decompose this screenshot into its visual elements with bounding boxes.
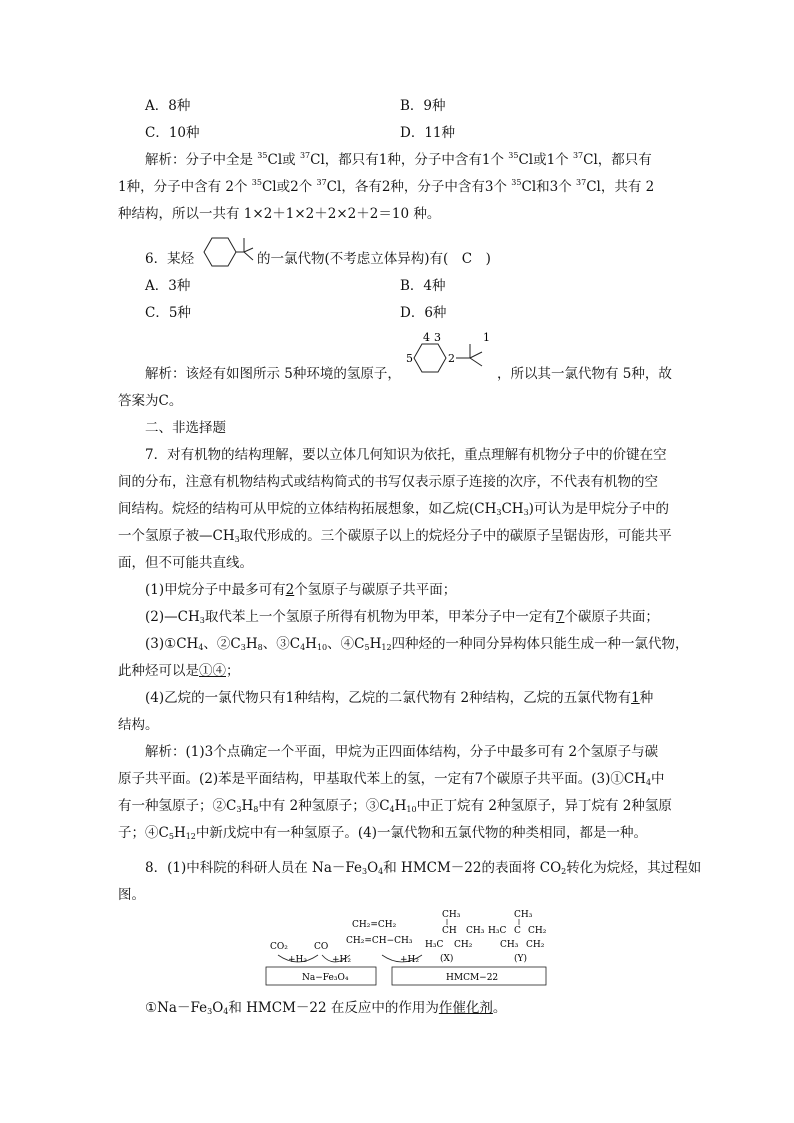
h2-label-2: +H₂ bbox=[332, 955, 351, 965]
answer-4: 1 bbox=[631, 690, 640, 706]
answer-3: ①④ bbox=[199, 663, 226, 679]
q6-stem-suffix: 的一氯代物(不考虑立体异构)有( C ) bbox=[257, 251, 491, 267]
fig-label-1: 1 bbox=[483, 331, 490, 344]
x-label: (X) bbox=[440, 954, 454, 964]
y-h3c: H₃C bbox=[488, 926, 507, 936]
q6-structure-figure bbox=[196, 234, 256, 270]
fig-label-2: 2 bbox=[448, 352, 455, 365]
answer-2: 7 bbox=[555, 609, 565, 625]
q7-p3: 间结构。烷烃的结构可从甲烷的立体结构拓展想象，如乙烷$(CH_3CH_3)$可认为是甲烷分子中的 bbox=[118, 501, 669, 517]
q6-option-b: B．4种 bbox=[400, 278, 446, 294]
q7-sub4-cont: 结构。 bbox=[118, 717, 159, 733]
q6-stem-prefix: 6．某烃 bbox=[145, 251, 195, 267]
q5-option-c: C．10种 bbox=[145, 125, 200, 141]
q5-option-b: B．9种 bbox=[400, 98, 446, 114]
q5-analysis-line1: 解析：分子中全是 $^{35}$Cl或 $^{37}$Cl，都只有1种，分子中含有1个 $^{35}$Cl或1个 $^{37}$Cl，都只有 bbox=[145, 151, 652, 168]
answer-1: 2 bbox=[285, 582, 295, 598]
q7-sub2: $(2)—CH_3$取代苯上一个氢原子所得有机物为甲苯，甲苯分子中一定有7个碳原子共面； bbox=[145, 609, 659, 625]
section-title: 二、非选择题 bbox=[145, 420, 226, 436]
x-ch3-top: CH₃ bbox=[442, 910, 461, 920]
fig-label-3: 3 bbox=[434, 331, 441, 344]
y-c: C bbox=[514, 926, 521, 936]
q7-sub3: $(3)①CH_4$、$②C_3H_8$、$③C_4H_{10}$、$④C_5H_{12}$四种烃的一种同分异构体只能生成一种一氯代物， bbox=[145, 636, 689, 652]
q7-sub3-cont: 此种烃可以是①④； bbox=[118, 663, 240, 679]
box2-label: HMCM−22 bbox=[446, 973, 499, 983]
q7-analysis-2: 原子共平面。(2)苯是平面结构，甲基取代苯上的氢，一定有7个碳原子共平面。$(3)①CH_4$中 bbox=[118, 771, 665, 787]
fig-label-4: 4 bbox=[423, 331, 430, 344]
q7-p4: 一个氢原子被$—CH_3$取代形成的。三个碳原子以上的烷烃分子中的碳原子呈锯齿形，可能共平 bbox=[118, 528, 672, 544]
q7-p2: 间的分布，注意有机物结构式或结构简式的书写仅表示原子连接的次序，不代表有机物的空 bbox=[118, 474, 658, 490]
q7-sub4: (4)乙烷的一氯代物只有1种结构，乙烷的二氯代物有 2种结构，乙烷的五氯代物有1种 bbox=[145, 690, 654, 706]
answer-catalyst: 作催化剂 bbox=[438, 1000, 493, 1016]
q6-option-a: A．3种 bbox=[145, 278, 191, 294]
q7-sub1: (1)甲烷分子中最多可有2个氢原子与碳原子共平面； bbox=[145, 582, 457, 598]
q8-p2: 图。 bbox=[118, 887, 145, 903]
q7-p1: 7．对有机物的结构理解，要以立体几何知识为依托，重点理解有机物分子中的价键在空 bbox=[145, 447, 667, 463]
q6-option-c: C．5种 bbox=[145, 305, 191, 321]
q7-p5: 面，但不可能共直线。 bbox=[118, 555, 253, 571]
y-ch3-low: CH₃ bbox=[500, 940, 519, 950]
x-ch: CH bbox=[442, 926, 457, 936]
co2-label: CO₂ bbox=[270, 942, 288, 952]
ethylene-label: CH₂=CH₂ bbox=[352, 920, 397, 930]
y-ch2: CH₂ bbox=[528, 926, 547, 936]
q5-analysis-line3: 种结构，所以一共有 1×2＋1×2＋2×2＋2＝10 种。 bbox=[118, 206, 441, 222]
q7-analysis-1: 解析：(1)3个点确定一个平面，甲烷为正四面体结构，分子中最多可有 2个氢原子与碳 bbox=[145, 744, 659, 760]
q8-reaction-figure bbox=[262, 905, 552, 987]
q5-option-d: D．11种 bbox=[400, 125, 456, 141]
q7-analysis-3: 有一种氢原子；$②C_3H_8$中有 2种氢原子；$③C_4H_{10}$中正丁烷有 2种氢原子，异丁烷有 2种氢原 bbox=[118, 798, 672, 814]
q5-analysis-line2: 1种，分子中含有 2个 $^{35}$Cl或2个 $^{37}$Cl，各有2种，分子中含有3个 $^{35}$Cl和3个 $^{37}$Cl，共有 2 bbox=[118, 178, 655, 195]
q6-labeled-figure bbox=[398, 328, 498, 380]
x-ch3-right: CH₃ bbox=[466, 926, 485, 936]
q7-analysis-4: 子；$④C_5H_{12}$中新戊烷中有一种氢原子。(4)一氯代物和五氯代物的种类相同，都是一种。 bbox=[118, 825, 648, 841]
x-ch2: CH₂ bbox=[454, 940, 473, 950]
q6-analysis-c: 答案为C。 bbox=[118, 393, 183, 409]
propene-label: CH₂=CH−CH₃ bbox=[346, 936, 413, 946]
fig-label-5: 5 bbox=[406, 352, 413, 365]
q6-analysis-a: 解析：该烃有如图所示 5种环境的氢原子， bbox=[145, 366, 401, 382]
y-label: (Y) bbox=[514, 954, 527, 964]
h2-label-1: +H₂ bbox=[288, 955, 307, 965]
h2-label-3: +H₂ bbox=[400, 955, 419, 965]
box1-label: Na−Fe₃O₄ bbox=[302, 973, 349, 983]
x-h3c: H₃C bbox=[425, 940, 444, 950]
co-label: CO bbox=[314, 942, 329, 952]
y-ch3-top: CH₃ bbox=[514, 910, 533, 920]
q6-analysis-b: ，所以其一氯代物有 5种，故 bbox=[497, 366, 672, 382]
q5-option-a: A．8种 bbox=[145, 98, 191, 114]
q8-p1: 8．(1)中科院的科研人员在 $Na-Fe_3O_4$和 HMCM－22的表面将 $CO_2$转化为烷烃，其过程如 bbox=[145, 860, 702, 876]
q8-sub1: $①Na-Fe_3O_4$和 HMCM－22 在反应中的作用为作催化剂。 bbox=[145, 1000, 507, 1016]
q6-option-d: D．6种 bbox=[400, 305, 447, 321]
y-ch2b: CH₂ bbox=[526, 940, 545, 950]
